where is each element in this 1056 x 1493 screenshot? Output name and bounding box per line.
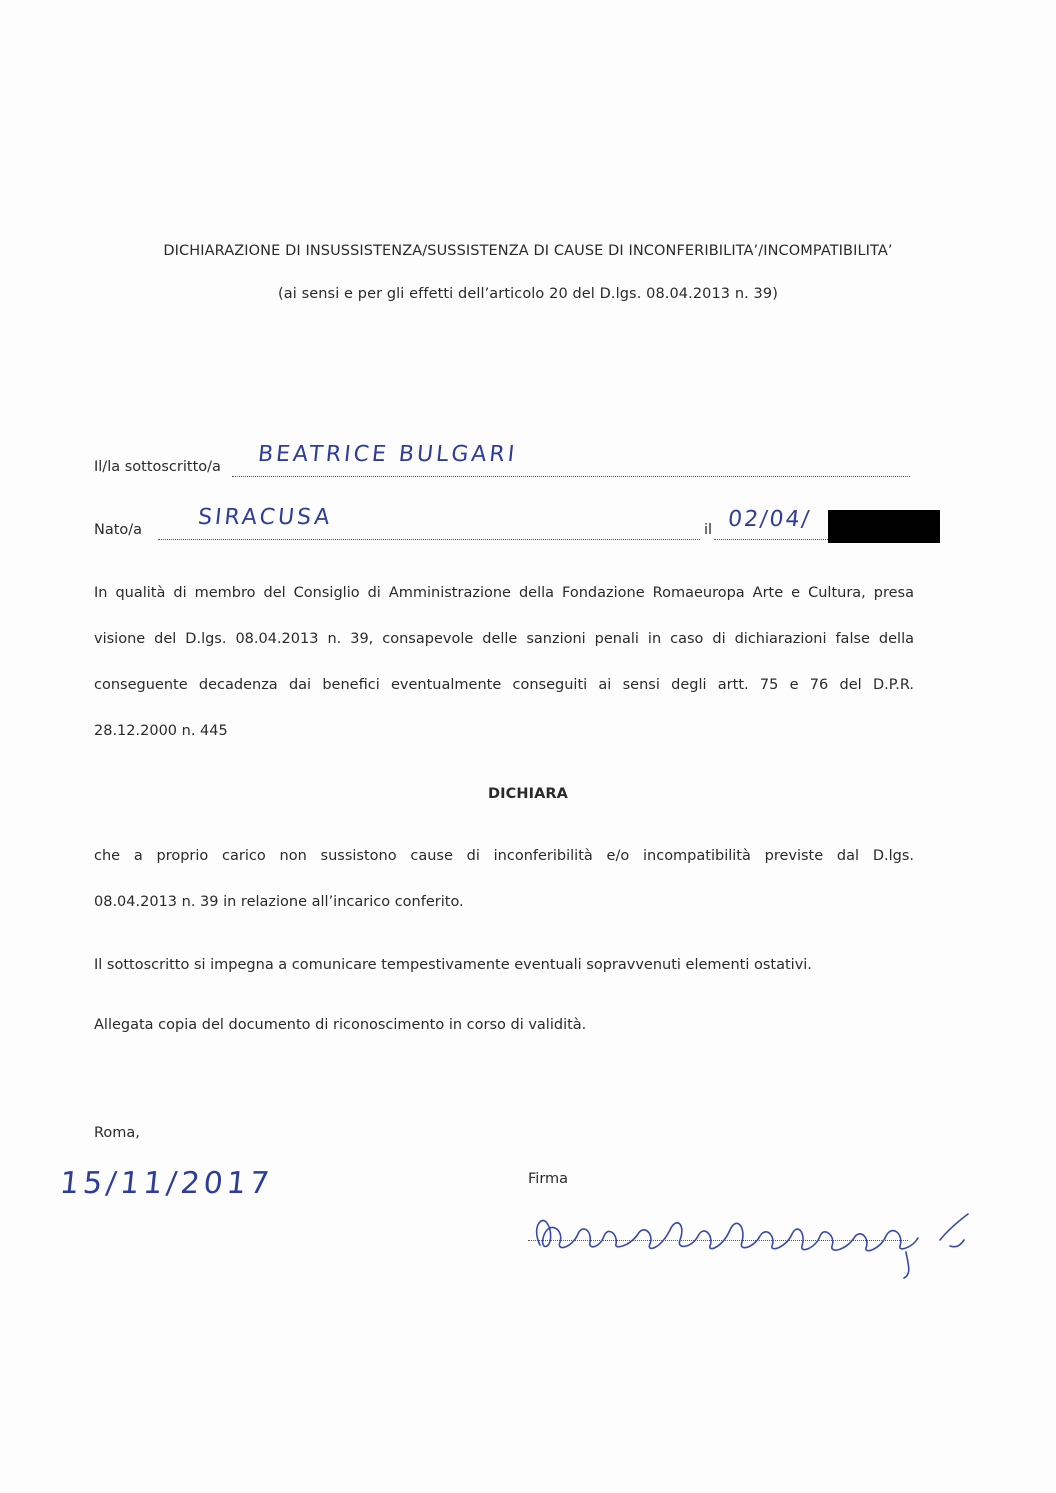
intro-line: conseguente decadenza dai benefici eventualmente conseguiti ai sensi degli artt. 75 e 76 del D.P.R. <box>94 677 914 693</box>
redaction-box <box>828 510 940 543</box>
signature-image <box>520 1190 980 1280</box>
statement-line: 08.04.2013 n. 39 in relazione all’incarico conferito. <box>94 894 464 910</box>
handwritten-date: 15/11/2017 <box>58 1166 275 1201</box>
date-dotted-line <box>714 539 830 540</box>
dichiara-heading: DICHIARA <box>487 786 568 802</box>
document-subtitle: (ai sensi e per gli effetti dell’articolo 20 del D.lgs. 08.04.2013 n. 39) <box>278 286 778 302</box>
place-text: Roma, <box>94 1125 140 1141</box>
nato-dotted-line <box>158 539 700 540</box>
intro-paragraph <box>94 570 914 754</box>
birth-date-handwritten: 02/04/ <box>726 507 813 532</box>
sottoscritto-handwritten-name: BEATRICE BULGARI <box>256 442 519 467</box>
intro-line: In qualità di membro del Consiglio di Amministrazione della Fondazione Romaeuropa Arte e Cultura, presa <box>94 585 914 601</box>
sottoscritto-label: Il/la sottoscritto/a <box>94 459 221 475</box>
intro-line: visione del D.lgs. 08.04.2013 n. 39, consapevole delle sanzioni penali in caso di dichiarazioni false della <box>94 631 914 647</box>
document-title: DICHIARAZIONE DI INSUSSISTENZA/SUSSISTENZA DI CAUSE DI INCONFERIBILITA’/INCOMPATIBILITA’ <box>163 243 893 259</box>
allegata-text: Allegata copia del documento di riconoscimento in corso di validità. <box>94 1017 587 1033</box>
sottoscritto-dotted-line <box>232 476 910 477</box>
statement-paragraph <box>94 833 914 925</box>
firma-label: Firma <box>528 1171 569 1187</box>
il-label: il <box>704 522 713 538</box>
intro-line: 28.12.2000 n. 445 <box>94 723 228 739</box>
impegno-text: Il sottoscritto si impegna a comunicare tempestivamente eventuali sopravvenuti elementi ostativi. <box>94 957 812 973</box>
statement-line: che a proprio carico non sussistono cause di inconferibilità e/o incompatibilità previste dal D.lgs. <box>94 848 914 864</box>
nato-label: Nato/a <box>94 522 143 538</box>
nato-handwritten-place: SIRACUSA <box>196 505 334 530</box>
